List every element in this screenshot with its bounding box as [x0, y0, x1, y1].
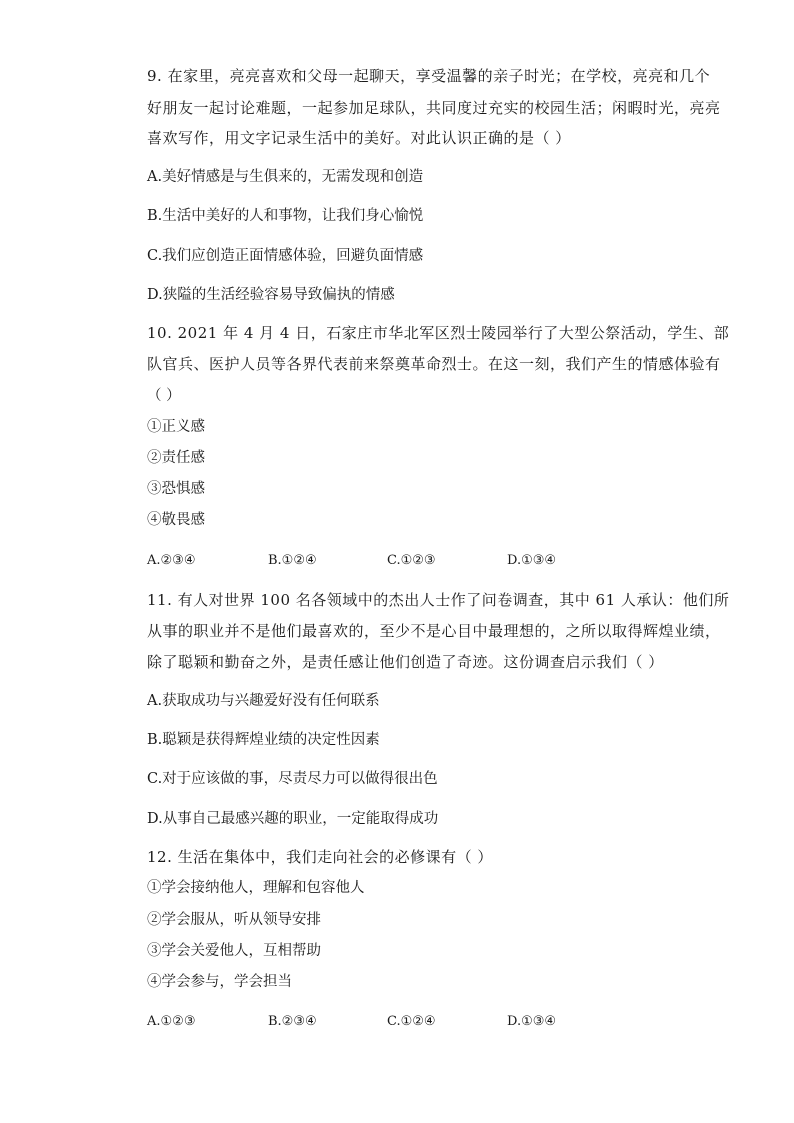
question-9-choice-d: D.狭隘的生活经验容易导致偏执的情感	[147, 287, 395, 303]
question-12-choice-d: D.①③④	[507, 1014, 557, 1029]
question-11-choice-c: C.对于应该做的事，尽责尽力可以做得很出色	[147, 771, 438, 787]
question-10-line-1: 10. 2021 年 4 月 4 日，石家庄市华北军区烈士陵园举行了大型公祭活动，学生、部	[147, 324, 730, 342]
question-10-item-3: ③恐惧感	[147, 481, 205, 497]
question-10-line-2: 队官兵、医护人员等各界代表前来祭奠革命烈士。在这一刻，我们产生的情感体验有	[147, 355, 721, 373]
question-10-choice-c: C.①②③	[387, 553, 436, 568]
question-9-choice-b: B.生活中美好的人和事物，让我们身心愉悦	[147, 208, 424, 224]
question-12-line-1: 12. 生活在集体中，我们走向社会的必修课有（ ）	[147, 848, 493, 866]
question-9-line-1: 9. 在家里，亮亮喜欢和父母一起聊天，享受温馨的亲子时光；在学校，亮亮和几个	[147, 67, 711, 85]
question-12-item-3: ③学会关爱他人，互相帮助	[147, 943, 321, 959]
question-12-item-1: ①学会接纳他人，理解和包容他人	[147, 880, 365, 896]
question-9-choice-a: A.美好情感是与生俱来的，无需发现和创造	[147, 169, 424, 185]
question-10-line-3: （ ）	[147, 388, 181, 404]
question-12-item-4: ④学会参与，学会担当	[147, 974, 292, 990]
question-10-choice-a: A.②③④	[147, 553, 196, 568]
question-11-line-1: 11. 有人对世界 100 名各领域中的杰出人士作了问卷调查，其中 61 人承认：他们所	[147, 591, 730, 609]
question-10-item-2: ②责任感	[147, 450, 205, 466]
question-9-line-2: 好朋友一起讨论难题，一起参加足球队，共同度过充实的校园生活；闲暇时光，亮亮	[147, 99, 721, 117]
question-10-choice-b: B.①②④	[268, 553, 317, 568]
question-12-choice-a: A.①②③	[147, 1014, 196, 1029]
question-11-choice-d: D.从事自己最感兴趣的职业，一定能取得成功	[147, 811, 439, 827]
question-11-choice-b: B.聪颖是获得辉煌业绩的决定性因素	[147, 732, 380, 748]
question-12-item-2: ②学会服从，听从领导安排	[147, 912, 321, 928]
question-10-choice-d: D.①③④	[507, 553, 557, 568]
question-9-line-3: 喜欢写作，用文字记录生活中的美好。对此认识正确的是（ ）	[147, 129, 571, 147]
question-10-item-1: ①正义感	[147, 419, 205, 435]
question-10-item-4: ④敬畏感	[147, 512, 205, 528]
question-12-choice-c: C.①②④	[387, 1014, 436, 1029]
question-11-line-2: 从事的职业并不是他们最喜欢的，至少不是心目中最理想的，之所以取得辉煌业绩，	[147, 622, 721, 640]
question-11-line-3: 除了聪颖和勤奋之外，是责任感让他们创造了奇迹。这份调查启示我们（ ）	[147, 653, 664, 671]
question-12-choice-b: B.②③④	[268, 1014, 317, 1029]
question-9-choice-c: C.我们应创造正面情感体验，回避负面情感	[147, 248, 424, 264]
question-11-choice-a: A.获取成功与兴趣爱好没有任何联系	[147, 693, 380, 709]
